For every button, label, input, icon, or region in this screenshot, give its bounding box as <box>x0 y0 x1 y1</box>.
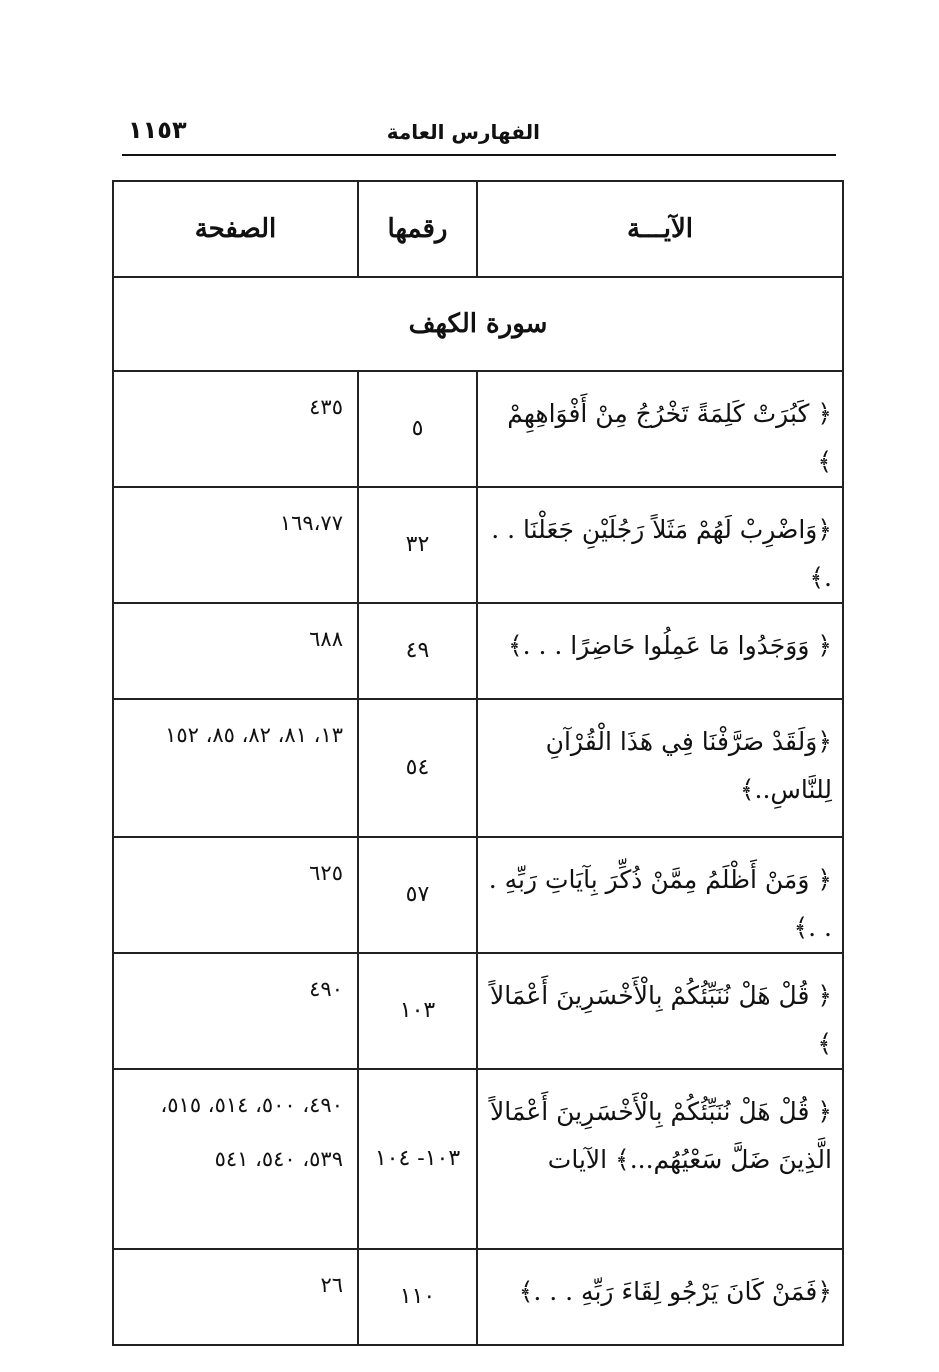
header-divider <box>122 154 836 156</box>
verse-number: ١٠٣- ١٠٤ <box>358 1069 477 1249</box>
verse-text: ﴿وَاضْرِبْ لَهُمْ مَثَلاً رَجُلَيْنِ جَعَلْنَا . . .﴾ <box>477 487 843 603</box>
verse-text: ﴿ قُلْ هَلْ نُنَبِّئُكُمْ بِالْأَخْسَرِينَ أَعْمَالاً ﴾ <box>477 953 843 1069</box>
column-header-number: رقمها <box>358 181 477 277</box>
verse-number: ٤٩ <box>358 603 477 699</box>
verse-text: ﴿ وَوَجَدُوا مَا عَمِلُوا حَاضِرًا . . .﴾ <box>477 603 843 699</box>
verse-number: ١٠٣ <box>358 953 477 1069</box>
table-row <box>113 487 843 603</box>
page-references: ٦٨٨ <box>113 603 358 699</box>
page-references: ٢٦ <box>113 1249 358 1345</box>
verse-text: ﴿ وَمَنْ أَظْلَمُ مِمَّنْ ذُكِّرَ بِآيَاتِ رَبِّهِ . . .﴾ <box>477 837 843 953</box>
table-row <box>113 1069 843 1249</box>
column-header-page: الصفحة <box>113 181 358 277</box>
verse-number: ٣٢ <box>358 487 477 603</box>
verse-text: ﴿ قُلْ هَلْ نُنَبِّئُكُمْ بِالْأَخْسَرِينَ أَعْمَالاً الَّذِينَ ضَلَّ سَعْيُهُم...﴾ الآيات <box>477 1069 843 1249</box>
page-references: ٤٩٠، ٥٠٠، ٥١٤، ٥١٥، ٥٣٩، ٥٤٠، ٥٤١ <box>113 1069 358 1249</box>
page-title: الفهارس العامة <box>386 120 540 144</box>
table-row <box>113 953 843 1069</box>
verse-text: ﴿وَلَقَدْ صَرَّفْنَا فِي هَذَا الْقُرْآنِ لِلنَّاسِ..﴾ <box>477 699 843 837</box>
surah-heading-row <box>113 277 843 371</box>
verse-index-table <box>112 180 844 1346</box>
table-row <box>113 371 843 487</box>
verse-number: ١١٠ <box>358 1249 477 1345</box>
table-row <box>113 837 843 953</box>
verse-text: ﴿ كَبُرَتْ كَلِمَةً تَخْرُجُ مِنْ أَفْوَاهِهِمْ ﴾ <box>477 371 843 487</box>
page-references: ١٦٩،٧٧ <box>113 487 358 603</box>
column-header-verse: الآيـــة <box>477 181 843 277</box>
verse-text: ﴿فَمَنْ كَانَ يَرْجُو لِقَاءَ رَبِّهِ . . .﴾ <box>477 1249 843 1345</box>
table-header-row <box>113 181 843 277</box>
page-header <box>122 112 836 156</box>
verse-number: ٥٧ <box>358 837 477 953</box>
page-number: ١١٥٣ <box>128 116 187 144</box>
surah-heading: سورة الكهف <box>113 277 843 371</box>
page-references: ٤٣٥ <box>113 371 358 487</box>
table-row <box>113 699 843 837</box>
table-row <box>113 603 843 699</box>
page-references: ١٣، ٨١، ٨٢، ٨٥، ١٥٢ <box>113 699 358 837</box>
verse-number: ٥ <box>358 371 477 487</box>
page-references: ٤٩٠ <box>113 953 358 1069</box>
verse-number: ٥٤ <box>358 699 477 837</box>
table-row <box>113 1249 843 1345</box>
page-references: ٦٢٥ <box>113 837 358 953</box>
